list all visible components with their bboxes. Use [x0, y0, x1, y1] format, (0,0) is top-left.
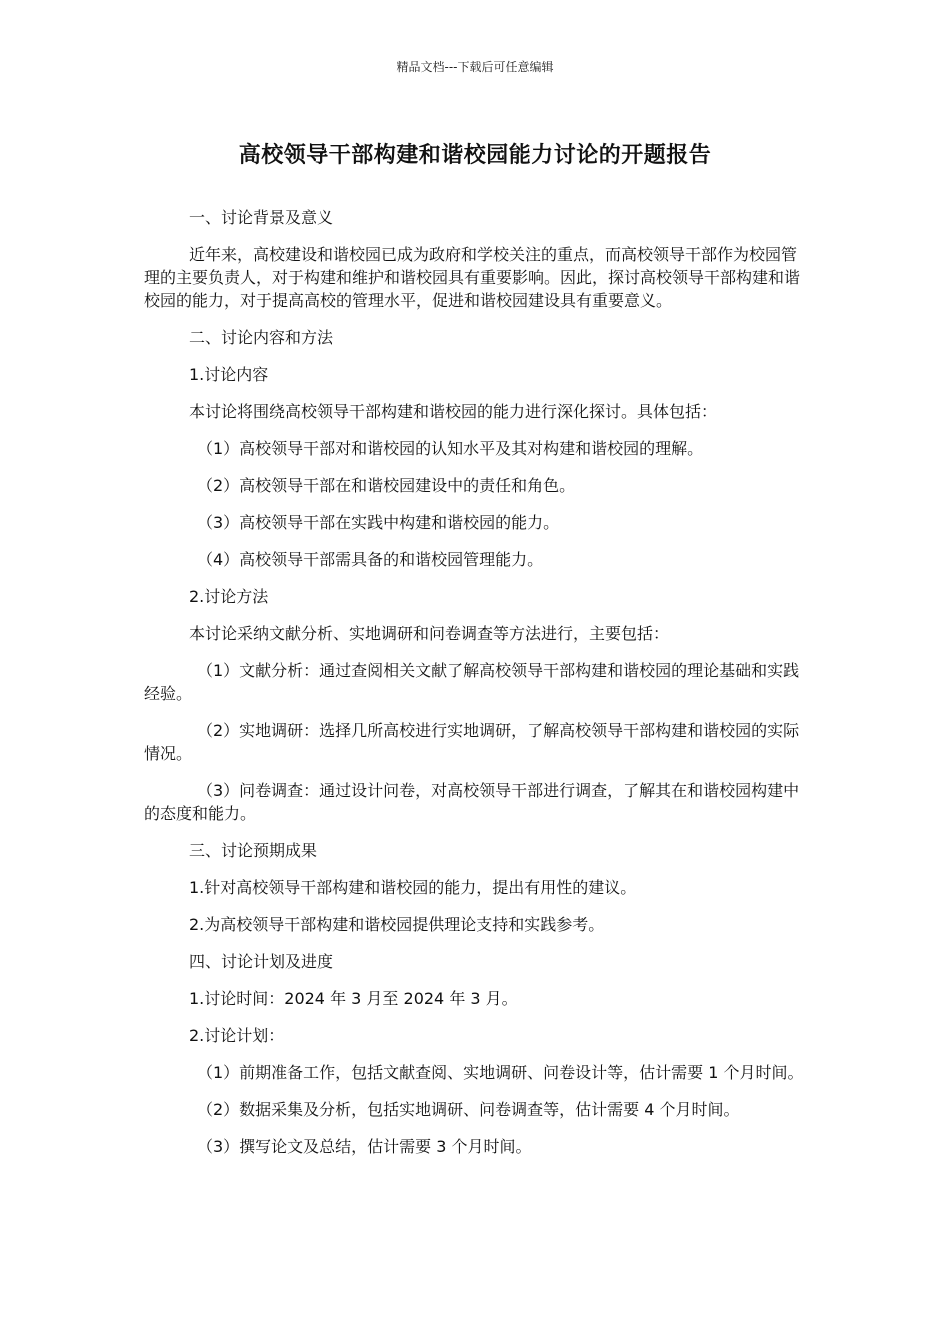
- list-item: （4）高校领导干部需具备的和谐校园管理能力。: [197, 550, 544, 569]
- paragraph: 1.针对高校领导干部构建和谐校园的能力，提出有用性的建议。: [189, 878, 637, 897]
- list-item: （1）高校领导干部对和谐校园的认知水平及其对构建和谐校园的理解。: [197, 439, 704, 458]
- section-heading: 一、讨论背景及意义: [189, 208, 334, 227]
- list-item: （1）文献分析：通过查阅相关文献了解高校领导干部构建和谐校园的理论基础和实践经验。: [144, 661, 800, 703]
- paragraph: 2.为高校领导干部构建和谐校园提供理论支持和实践参考。: [189, 915, 605, 934]
- list-item: （3）问卷调查：通过设计问卷，对高校领导干部进行调查，了解其在和谐校园构建中的态度和能力。: [144, 781, 800, 823]
- section-heading: 三、讨论预期成果: [189, 841, 318, 860]
- section-heading: 二、讨论内容和方法: [189, 328, 334, 347]
- page-header-note: 精品文档---下载后可任意编辑: [396, 60, 554, 74]
- paragraph: 2.讨论计划：: [189, 1026, 285, 1045]
- list-item: （2）数据采集及分析，包括实地调研、问卷调查等，估计需要 4 个月时间。: [197, 1100, 740, 1119]
- paragraph: 1.讨论内容: [189, 365, 269, 384]
- paragraph: 近年来，高校建设和谐校园已成为政府和学校关注的重点，而高校领导干部作为校园管理的主要负责人，对于构建和维护和谐校园具有重要影响。因此，探讨高校领导干部构建和谐校园的能力，对于提高高校的管理水平，促进和谐校园建设具有重要意义。: [144, 245, 801, 310]
- list-item: （3）撰写论文及总结，估计需要 3 个月时间。: [197, 1137, 532, 1156]
- list-item: （3）高校领导干部在实践中构建和谐校园的能力。: [197, 513, 560, 532]
- paragraph: 1.讨论时间：2024 年 3 月至 2024 年 3 月。: [189, 989, 518, 1008]
- list-item: （2）实地调研：选择几所高校进行实地调研，了解高校领导干部构建和谐校园的实际情况。: [144, 721, 800, 763]
- paragraph: 2.讨论方法: [189, 587, 269, 606]
- document-title: 高校领导干部构建和谐校园能力讨论的开题报告: [238, 143, 712, 168]
- paragraph: 本讨论采纳文献分析、实地调研和问卷调查等方法进行，主要包括：: [189, 624, 670, 643]
- list-item: （1）前期准备工作，包括文献查阅、实地调研、问卷设计等，估计需要 1 个月时间。: [197, 1063, 804, 1082]
- paragraph: 本讨论将围绕高校领导干部构建和谐校园的能力进行深化探讨。具体包括：: [189, 402, 718, 421]
- section-heading: 四、讨论计划及进度: [189, 952, 334, 971]
- list-item: （2）高校领导干部在和谐校园建设中的责任和角色。: [197, 476, 576, 495]
- document-body: [144, 206, 806, 1172]
